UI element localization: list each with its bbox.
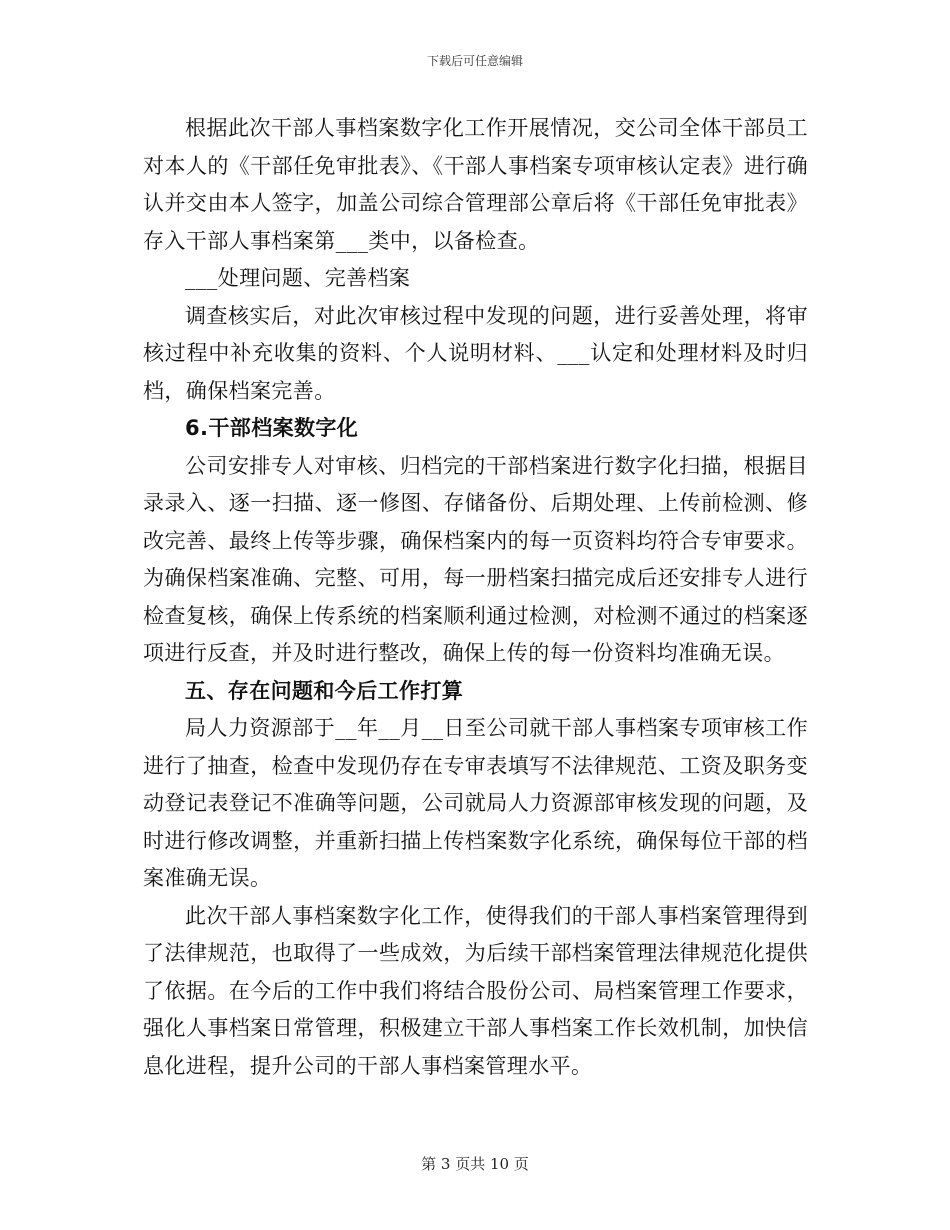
section-heading-issues-plans: 五、存在问题和今后工作打算 [185,678,464,703]
page-header: 下载后可任意编辑 [426,54,523,68]
paragraph-confirmation: 根据此次干部人事档案数字化工作开展情况，交公司全体干部员工对本人的《干部任免审批表》、《干部人事档案专项审核认定表》进行确认并交由本人签字，加盖公司综合管理部公章后将《干部任免审批表》存入干部人事档案第___类中，以备检查。 [143,116,808,253]
document-body [143,110,808,1085]
paragraph-spot-check: 局人力资源部于__年__月__日至公司就干部人事档案专项审核工作进行了抽查，检查中发现仍存在专审表填写不法律规范、工资及职务变动登记表登记不准确等问题，公司就局人力资源部审核发现的问题，及时进行修改调整，并重新扫描上传档案数字化系统，确保每位干部的档案准确无误。 [143,716,808,890]
page-footer: 第 3 页共 10 页 [421,1155,529,1173]
section-heading-digitization: 6.干部档案数字化 [185,416,359,440]
paragraph-digitization: 公司安排专人对审核、归档完的干部档案进行数字化扫描，根据目录录入、逐一扫描、逐一修图、存储备份、后期处理、上传前检测、修改完善、最终上传等步骤，确保档案内的每一页资料均符合专审要求。为确保档案准确、完整、可用，每一册档案扫描完成后还安排专人进行检查复核，确保上传系统的档案顺利通过检测，对检测不通过的档案逐项进行反查，并及时进行整改，确保上传的每一份资料均准确无误。 [143,453,808,665]
paragraph-handle-issues-title: ___处理问题、完善档案 [185,266,411,290]
paragraph-conclusion: 此次干部人事档案数字化工作，使得我们的干部人事档案管理得到了法律规范，也取得了一些成效，为后续干部档案管理法律规范化提供了依据。在今后的工作中我们将结合股份公司、局档案管理工作要求，强化人事档案日常管理，积极建立干部人事档案工作长效机制，加快信息化进程，提升公司的干部人事档案管理水平。 [143,903,808,1078]
paragraph-investigation: 调查核实后，对此次审核过程中发现的问题，进行妥善处理，将审核过程中补充收集的资料、个人说明材料、___认定和处理材料及时归档，确保档案完善。 [143,303,808,403]
